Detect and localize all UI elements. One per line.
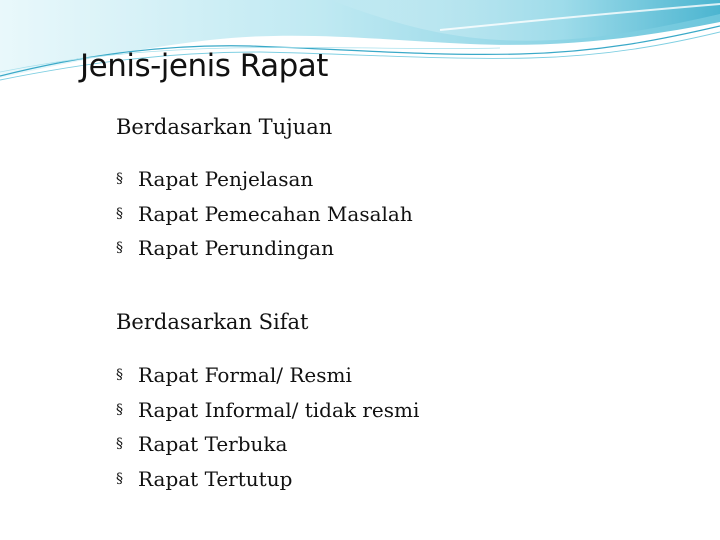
list-item-text: Rapat Penjelasan: [138, 167, 314, 191]
bullet-marker-icon: §: [116, 171, 123, 187]
list-item-text: Rapat Formal/ Resmi: [138, 363, 352, 387]
list-item-text: Rapat Tertutup: [138, 466, 293, 491]
bullet-marker-icon: §: [116, 436, 123, 452]
bullet-marker-icon: §: [116, 470, 123, 487]
bullet-marker-icon: §: [116, 205, 123, 222]
list-item-text: Rapat Informal/ tidak resmi: [138, 397, 420, 422]
section-heading-sifat: Berdasarkan Sifat: [116, 310, 309, 334]
section-heading-tujuan: Berdasarkan Tujuan: [116, 115, 333, 139]
bullet-marker-icon: §: [116, 240, 123, 256]
list-item-text: Rapat Pemecahan Masalah: [138, 201, 413, 226]
list-item-text: Rapat Terbuka: [138, 432, 288, 456]
slide-title: Jenis-jenis Rapat: [80, 48, 328, 84]
list-item-text: Rapat Perundingan: [138, 236, 334, 260]
bullet-marker-icon: §: [116, 367, 123, 383]
bullet-marker-icon: §: [116, 401, 123, 418]
